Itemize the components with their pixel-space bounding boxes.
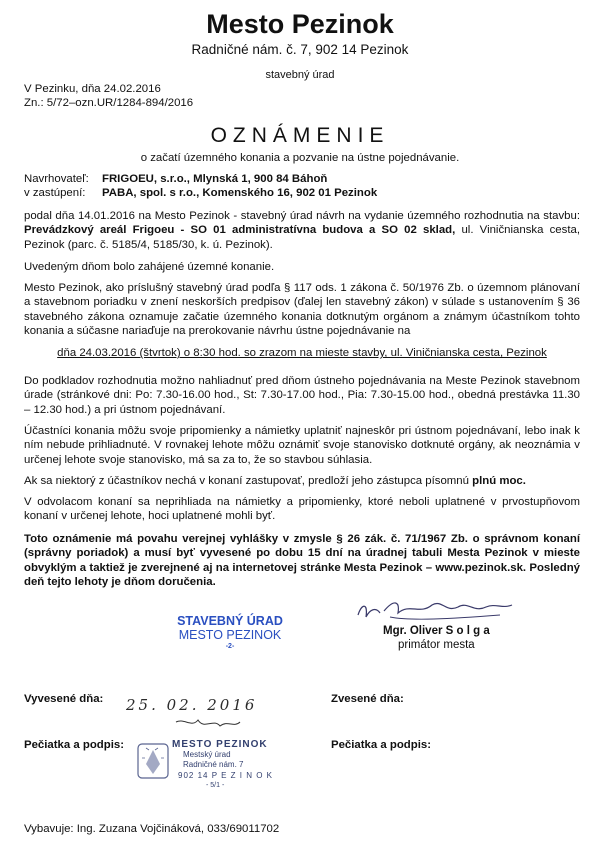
stamp-signature-label-left: Pečiatka a podpis:	[24, 739, 125, 751]
reference-number: Zn.: 5/72–ozn.UR/1284-894/2016	[24, 97, 194, 109]
stamp-signature-label-right: Pečiatka a podpis:	[331, 739, 432, 751]
representative-row	[24, 186, 584, 200]
stamp-office: STAVEBNÝ ÚRAD	[177, 614, 283, 628]
representative-value: PABA, spol. s r.o., Komenského 16, 902 01 Pezinok	[102, 187, 378, 199]
posted-date-label: Vyvesené dňa:	[24, 693, 104, 705]
notice-subheading: o začatí územného konania a pozvanie na ústne pojednávanie.	[140, 152, 460, 164]
applicant-row	[24, 172, 584, 186]
removed-date-label: Zvesené dňa:	[331, 693, 404, 705]
hearing-date-line	[24, 346, 580, 360]
stamp-reg-number: - 5/1 -	[206, 782, 225, 789]
paragraph-announcement: Mesto Pezinok, ako príslušný stavebný úrad podľa § 117 ods. 1 zákona č. 50/1976 Zb. o územnom plánovaní a stavebnom poriadku v znení neskorších predpisov (ďalej len stavebný zákon) v súlade s ustanovením § 36 stavebného zákona oznamuje začatie územného konania dotknutým orgánom a známym účastníkom tohto konania a súčasne nariaďuje na prerokovanie návrhu ústne pojednávanie na	[24, 282, 580, 337]
mayor-title: primátor mesta	[398, 639, 475, 651]
paragraph-text: podal dňa 14.01.2016 na Mesto Pezinok - stavebný úrad návrh na vydanie územného rozhodnutia na stavbu:	[24, 210, 580, 222]
paragraph-started: Uvedeným dňom bolo zahájené územné konanie.	[24, 261, 275, 273]
stamp-town: MESTO PEZINOK	[178, 628, 282, 642]
date-line: V Pezinku, dňa 24.02.2016	[24, 83, 161, 95]
construction-name: Prevádzkový areál Frigoeu - SO 01 administratívna budova a SO 02 sklad,	[24, 224, 456, 237]
paragraph-appeal: V odvolacom konaní sa neprihliada na námietky a pripomienky, ktoré neboli uplatnené v prvostupňovom konaní v určenej lehote, hoci uplatnené mohli byť.	[24, 496, 580, 523]
office-name: stavebný úrad	[265, 69, 335, 81]
paragraph-objections: Účastníci konania môžu svoje pripomienky a námietky uplatniť najneskôr pri ústnom pojednávaní, lebo inak k ním nebude prihliadnuté. V rovnakej lehote môžu oznámiť svoje stanovisko dotknuté orgány, ak neoznámia v určenej lehote svoje stanovisko, má sa za to, že so stavbou súhlasia.	[24, 425, 580, 466]
town-address: Radničné nám. č. 7, 902 14 Pezinok	[191, 42, 409, 57]
posted-date-handwriting	[124, 694, 258, 716]
svg-text:25. 02. 2016: 25. 02. 2016	[126, 696, 258, 714]
prepared-by: Vybavuje: Ing. Zuzana Vojčináková, 033/69011702	[24, 823, 280, 835]
stamp-number: -2-	[225, 643, 235, 650]
paragraph-documents: Do podkladov rozhodnutia možno nahliadnuť pred dňom ústneho pojednávania na Meste Pezinok stavebnom úrade (stránkové dni: Po: 7.30-16.00 hod., St: 7.30-17.00 hod., Pia: 7.30-15.00 hod., obedná prestávka 11.30 – 12.30 hod.) a pri ústnom pojednávaní.	[24, 375, 580, 416]
mayor-name: Mgr. Oliver S o l g a	[383, 625, 490, 637]
paragraph-text: Ak sa niektorý z účastníkov nechá v konaní zastupovať, predloží jeho zástupca písomnú	[24, 475, 473, 487]
applicant-label: Navrhovateľ:	[24, 173, 89, 185]
page-title: Mesto Pezinok	[206, 9, 394, 39]
paragraph-text: ul. Viničnianska cesta, Pezinok (parc. č. 5185/4, 5185/30, k. ú. Pezinok).	[24, 224, 580, 251]
hearing-text: dňa 24.03.2016 (štvrtok) o 8:30 hod. so zrazom na mieste stavby, ul. Viničnianska cesta, Pezinok	[57, 347, 547, 359]
paragraph-application	[24, 209, 580, 252]
power-of-attorney: plnú moc.	[472, 475, 526, 487]
paragraph-representation	[24, 474, 580, 488]
paragraph-public-notice: Toto oznámenie má povahu verejnej vyhlášky v zmysle § 26 zák. č. 71/1967 Zb. o správnom konaní (správny poriadok) a musí byť vyvesené po dobu 15 dní na úradnej tabuli Mesta Pezinok v mieste obvyklým a taktiež je zverejnené aj na internetovej stránke Mesta Pezinok – www.pezinok.sk. Posledný deň tejto lehoty je dňom doručenia.	[24, 533, 580, 588]
mayor-signature	[350, 595, 520, 627]
stamp-mesto-pezinok: MESTO PEZINOK	[172, 739, 268, 750]
notice-heading: OZNÁMENIE	[210, 124, 390, 147]
stamp-zip: 902 14 P E Z I N O K	[178, 771, 273, 780]
applicant-value: FRIGOEU, s.r.o., Mlynská 1, 900 84 Báhoň	[102, 173, 328, 185]
stamp-municipal-office: Mestský úrad	[183, 750, 231, 759]
stamp-square: Radničné nám. 7	[183, 760, 244, 769]
representative-label: v zastúpení:	[24, 187, 86, 199]
